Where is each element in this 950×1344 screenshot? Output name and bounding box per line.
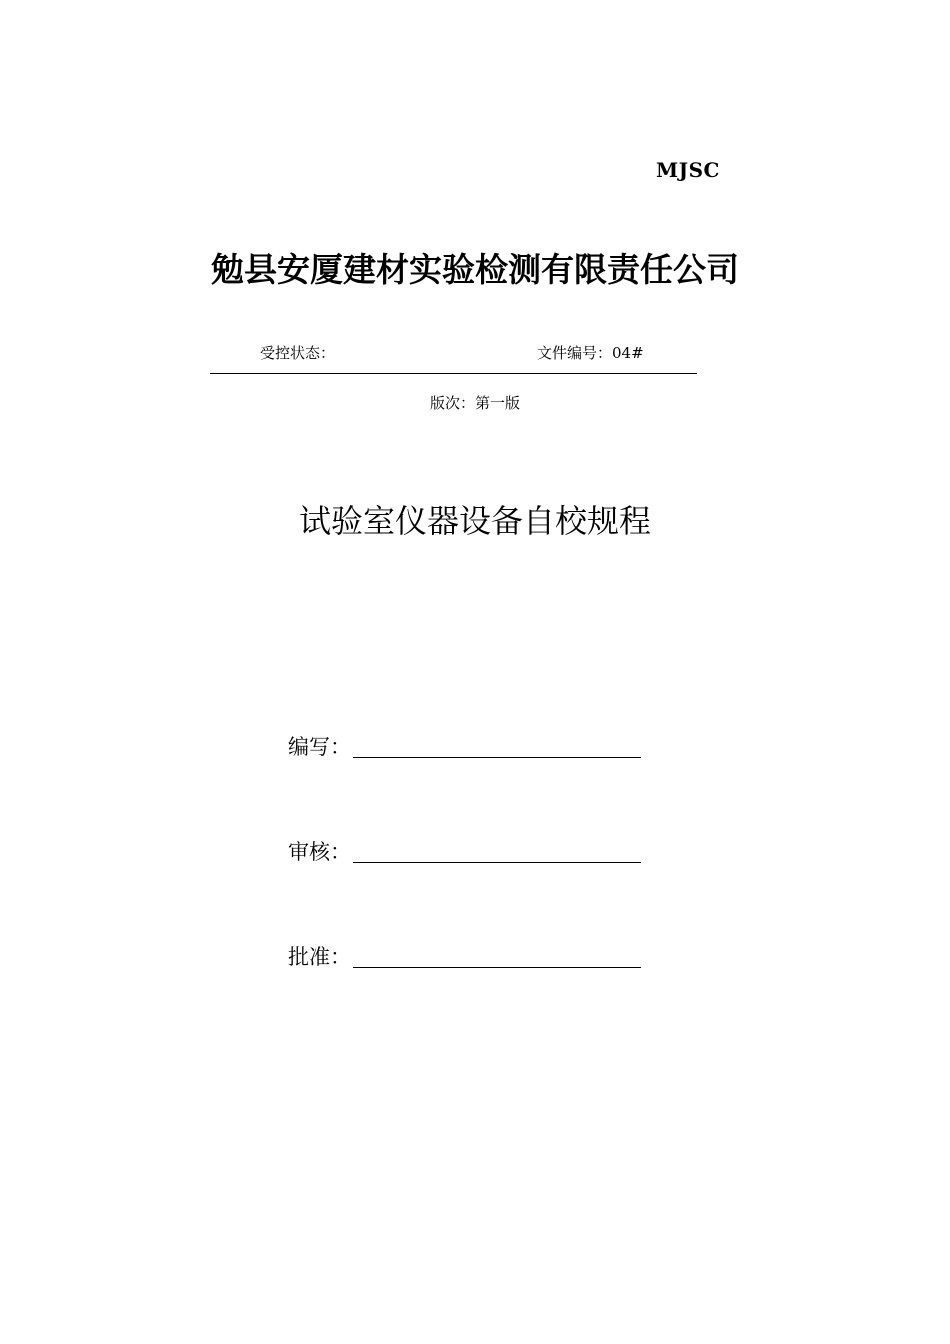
document-code: MJSC [656,158,720,182]
control-status-label: 受控状态： [260,344,336,362]
header-divider [210,373,697,374]
edition-label: 版次：第一版 [429,394,520,412]
company-name: 勉县安厦建材实验检测有限责任公司 [211,250,739,289]
signature-line [353,757,641,758]
signature-label: 批准： [288,945,351,969]
signature-line [353,862,641,863]
signature-label: 审核： [288,840,351,864]
document-title: 试验室仪器设备自校规程 [298,502,651,540]
signature-row-author [288,727,641,761]
signature-label: 编写： [288,735,351,759]
signature-row-approver [288,937,641,971]
document-number: 文件编号：04# [537,344,644,362]
signature-row-reviewer [288,832,641,866]
signature-line [353,967,641,968]
